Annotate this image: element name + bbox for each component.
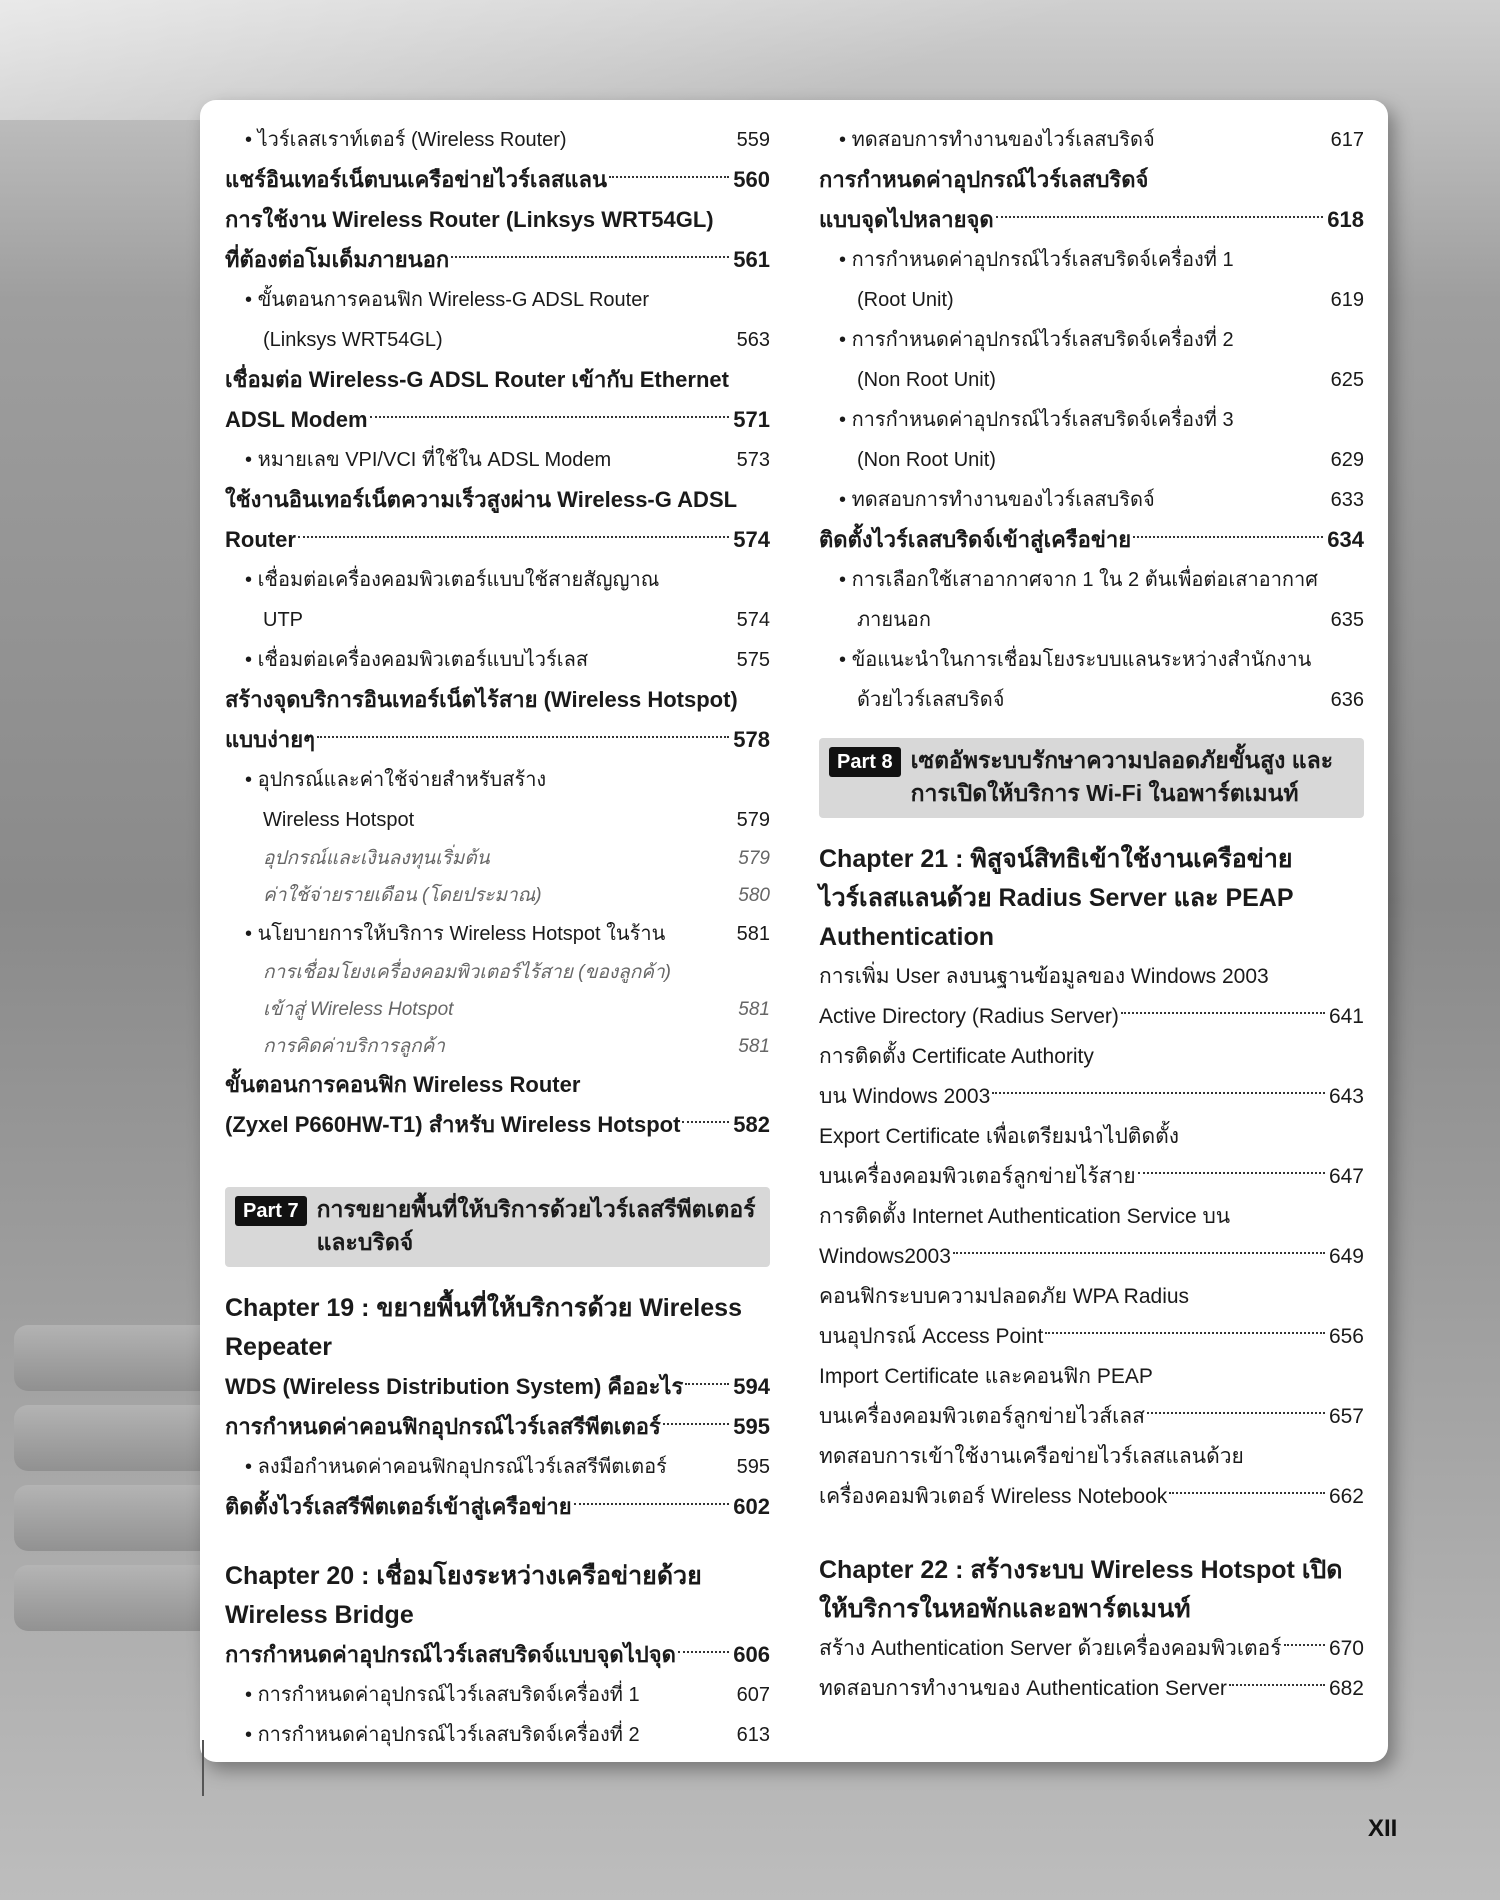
toc-entry	[819, 520, 1364, 560]
toc-entry	[225, 760, 770, 800]
toc-entry-title: Router	[225, 527, 296, 552]
toc-entry	[225, 1065, 770, 1105]
toc-entry	[225, 840, 770, 877]
toc-entry-page: 635	[1330, 609, 1364, 631]
toc-entry-title: (Linksys WRT54GL)	[263, 329, 443, 351]
toc-entry-title: • นโยบายการให้บริการ Wireless Hotspot ในร้าน	[245, 914, 665, 954]
part-title-line: การเปิดให้บริการ Wi-Fi ในอพาร์ตเมนท์	[910, 780, 1299, 806]
toc-entry	[225, 640, 770, 680]
toc-entry	[819, 997, 1364, 1037]
toc-entry-page: 602	[733, 1494, 770, 1519]
chapter-heading	[819, 840, 1364, 957]
chapter-heading-line: ไวร์เลสแลนด้วย Radius Server และ PEAP	[819, 884, 1294, 912]
toc-entry	[819, 1437, 1364, 1477]
toc-entry-title: • หมายเลข VPI/VCI ที่ใช้ใน ADSL Modem	[245, 440, 611, 480]
toc-entry-title: • ทดสอบการทำงานของไวร์เลสบริดจ์	[839, 480, 1155, 520]
part-title-line: การขยายพื้นที่ให้บริการด้วยไวร์เลสรีพีตเตอร์	[316, 1196, 756, 1222]
toc-entry	[819, 440, 1364, 480]
toc-entry-page: 613	[736, 1724, 770, 1746]
toc-entry-page: 636	[1330, 689, 1364, 711]
toc-entry	[225, 800, 770, 840]
toc-entry	[225, 1635, 770, 1675]
toc-entry-title: แบบง่ายๆ	[225, 727, 315, 752]
toc-entry-title: การกำหนดค่าอุปกรณ์ไวร์เลสบริดจ์แบบจุดไปจุด	[225, 1642, 676, 1667]
chapter-heading	[225, 1557, 770, 1635]
dot-leader	[682, 1121, 729, 1123]
toc-entry-title: การกำหนดค่าคอนฟิกอุปกรณ์ไวร์เลสรีพีตเตอร์	[225, 1414, 661, 1439]
background-band	[14, 1565, 224, 1631]
toc-entry	[819, 240, 1364, 280]
toc-entry	[819, 680, 1364, 720]
toc-entry-page: 560	[733, 167, 770, 192]
toc-entry-title: • อุปกรณ์และค่าใช้จ่ายสำหรับสร้าง	[245, 760, 546, 800]
toc-entry-title: • เชื่อมต่อเครื่องคอมพิวเตอร์แบบใช้สายสัญญาณ	[245, 560, 659, 600]
toc-entry	[819, 600, 1364, 640]
toc-entry-list	[819, 120, 1364, 720]
dot-leader	[317, 736, 729, 738]
toc-entry-title: การติดตั้ง Internet Authentication Service บน	[819, 1205, 1231, 1228]
toc-entry-page: 643	[1328, 1085, 1364, 1108]
toc-entry-title: • ทดสอบการทำงานของไวร์เลสบริดจ์	[839, 120, 1155, 160]
dot-leader	[1133, 536, 1323, 538]
toc-entry-title: เข้าสู่ Wireless Hotspot	[263, 999, 454, 1020]
toc-entry-title: การเชื่อมโยงเครื่องคอมพิวเตอร์ไร้สาย (ของลูกค้า)	[263, 962, 671, 983]
toc-entry	[819, 1477, 1364, 1517]
dot-leader	[1138, 1172, 1325, 1174]
toc-entry	[225, 1407, 770, 1447]
toc-entry-title: เชื่อมต่อ Wireless-G ADSL Router เข้ากับ Ethernet	[225, 367, 729, 392]
chapter-heading-line: Chapter 20 : เชื่อมโยงระหว่างเครือข่ายด้วย	[225, 1562, 702, 1590]
toc-entry-page: 579	[736, 809, 770, 831]
toc-entry	[819, 1629, 1364, 1669]
toc-entry-title: บนอุปกรณ์ Access Point	[819, 1325, 1044, 1348]
toc-entry	[819, 280, 1364, 320]
toc-entry-title: ค่าใช้จ่ายรายเดือน (โดยประมาณ)	[263, 885, 542, 906]
toc-entry-page: 559	[736, 129, 770, 151]
page-number: XII	[1368, 1815, 1398, 1842]
toc-entry	[225, 954, 770, 991]
toc-entry	[819, 560, 1364, 600]
part-title	[911, 744, 1333, 810]
toc-entry-title: ติดตั้งไวร์เลสรีพีตเตอร์เข้าสู่เครือข่าย	[225, 1494, 572, 1519]
toc-entry-title: ขั้นตอนการคอนฟิก Wireless Router	[225, 1072, 581, 1097]
toc-entry	[225, 200, 770, 240]
toc-entry-page: 582	[733, 1112, 770, 1137]
toc-column-right	[819, 120, 1364, 1709]
chapter-heading-line: Chapter 22 : สร้างระบบ Wireless Hotspot เปิด	[819, 1556, 1343, 1584]
toc-entry-page: 580	[738, 885, 770, 906]
toc-entry-title: การเพิ่ม User ลงบนฐานข้อมูลของ Windows 2003	[819, 965, 1269, 988]
toc-entry	[819, 1397, 1364, 1437]
toc-entry-title: • ข้อแนะนำในการเชื่อมโยงระบบแลนระหว่างสำนักงาน	[839, 640, 1311, 680]
toc-entry-title: การกำหนดค่าอุปกรณ์ไวร์เลสบริดจ์	[819, 167, 1149, 192]
toc-entry-title: Export Certificate เพื่อเตรียมนำไปติดตั้ง	[819, 1125, 1179, 1148]
toc-entry-page: 581	[738, 999, 770, 1020]
toc-entry-page: 579	[738, 848, 770, 869]
toc-entry-page: 647	[1328, 1165, 1364, 1188]
toc-entry	[819, 360, 1364, 400]
toc-entry	[225, 877, 770, 914]
toc-entry	[819, 1037, 1364, 1077]
toc-entry	[819, 640, 1364, 680]
part-header	[819, 738, 1364, 818]
toc-entry	[819, 957, 1364, 997]
toc-entry-title: • การกำหนดค่าอุปกรณ์ไวร์เลสบริดจ์เครื่องที่ 1	[839, 240, 1234, 280]
toc-entry	[819, 120, 1364, 160]
background-band	[14, 1325, 224, 1391]
toc-entry-title: ทดสอบการเข้าใช้งานเครือข่ายไวร์เลสแลนด้วย	[819, 1445, 1244, 1468]
dot-leader	[685, 1383, 729, 1385]
toc-entry-title: • การเลือกใช้เสาอากาศจาก 1 ใน 2 ต้นเพื่อต่อเสาอากาศ	[839, 560, 1318, 600]
toc-entry-title: ภายนอก	[857, 609, 931, 631]
toc-entry-title: ทดสอบการทำงานของ Authentication Server	[819, 1677, 1227, 1700]
dot-leader	[298, 536, 729, 538]
toc-entry-title: Active Directory (Radius Server)	[819, 1005, 1119, 1028]
dot-leader	[370, 416, 730, 418]
toc-entry-page: 670	[1328, 1637, 1364, 1660]
toc-entry	[819, 1357, 1364, 1397]
toc-entry-list	[819, 1629, 1364, 1709]
toc-entry	[819, 1117, 1364, 1157]
chapter-heading-line: Chapter 21 : พิสูจน์สิทธิเข้าใช้งานเครือข่าย	[819, 845, 1293, 873]
toc-entry	[225, 680, 770, 720]
toc-entry-title: UTP	[263, 609, 303, 631]
toc-entry-page: 595	[736, 1456, 770, 1478]
toc-entry-title: Wireless Hotspot	[263, 809, 415, 831]
toc-entry	[225, 600, 770, 640]
toc-entry	[225, 560, 770, 600]
toc-entry	[225, 1675, 770, 1715]
toc-entry-page: 662	[1328, 1485, 1364, 1508]
toc-entry-page: 563	[736, 329, 770, 351]
toc-entry-title: ใช้งานอินเทอร์เน็ตความเร็วสูงผ่าน Wireless-G ADSL	[225, 487, 738, 512]
toc-entry	[819, 480, 1364, 520]
toc-entry-title: บนเครื่องคอมพิวเตอร์ลูกข่ายไร้สาย	[819, 1165, 1136, 1188]
toc-entry	[819, 160, 1364, 200]
toc-entry	[819, 1277, 1364, 1317]
toc-entry	[225, 240, 770, 280]
toc-entry-title: • ลงมือกำหนดค่าคอนฟิกอุปกรณ์ไวร์เลสรีพีตเตอร์	[245, 1447, 667, 1487]
toc-entry-page: 641	[1328, 1005, 1364, 1028]
toc-entry	[819, 1669, 1364, 1709]
toc-entry-title: WDS (Wireless Distribution System) คืออะไร	[225, 1374, 684, 1399]
dot-leader	[1045, 1332, 1325, 1334]
toc-entry	[225, 914, 770, 954]
toc-page	[200, 100, 1388, 1762]
toc-entry-page: 682	[1328, 1677, 1364, 1700]
toc-entry	[819, 1197, 1364, 1237]
chapter-heading-line: Authentication	[819, 923, 994, 951]
toc-entry-page: 594	[733, 1374, 770, 1399]
toc-entry-title: ติดตั้งไวร์เลสบริดจ์เข้าสู่เครือข่าย	[819, 527, 1132, 552]
toc-entry-title: (Root Unit)	[857, 289, 954, 311]
toc-entry-title: สร้าง Authentication Server ด้วยเครื่องคอมพิวเตอร์	[819, 1637, 1282, 1660]
toc-entry-title: (Non Root Unit)	[857, 369, 996, 391]
toc-entry-page: 578	[733, 727, 770, 752]
toc-entry-title: ADSL Modem	[225, 407, 368, 432]
toc-entry-title: • เชื่อมต่อเครื่องคอมพิวเตอร์แบบไวร์เลส	[245, 640, 588, 680]
toc-entry-page: 574	[733, 527, 770, 552]
toc-entry	[225, 440, 770, 480]
toc-entry	[225, 1447, 770, 1487]
chapter-heading-line: Chapter 19 : ขยายพื้นที่ให้บริการด้วย Wireless	[225, 1294, 742, 1322]
toc-entry-title: • การกำหนดค่าอุปกรณ์ไวร์เลสบริดจ์เครื่องที่ 1	[245, 1675, 640, 1715]
toc-entry-page: 561	[733, 247, 770, 272]
toc-entry	[225, 360, 770, 400]
toc-entry	[225, 1715, 770, 1755]
part-header	[225, 1187, 770, 1267]
toc-entry-page: 618	[1327, 207, 1364, 232]
toc-entry-page: 649	[1328, 1245, 1364, 1268]
toc-entry	[225, 120, 770, 160]
chapter-heading	[819, 1551, 1364, 1629]
toc-entry-page: 619	[1330, 289, 1364, 311]
part-title-line: เซตอัพระบบรักษาความปลอดภัยขั้นสูง และ	[910, 747, 1334, 773]
toc-entry	[225, 1028, 770, 1065]
toc-entry-title: แบบจุดไปหลายจุด	[819, 207, 994, 232]
background-band	[14, 1405, 224, 1471]
toc-entry-page: 575	[736, 649, 770, 671]
part-title-line: และบริดจ์	[316, 1229, 414, 1255]
toc-entry-page: 571	[733, 407, 770, 432]
page-edge-rule	[202, 1740, 204, 1796]
toc-entry-title: บนเครื่องคอมพิวเตอร์ลูกข่ายไวส์เลส	[819, 1405, 1145, 1428]
toc-entry-list	[225, 120, 770, 1145]
toc-entry-title: การใช้งาน Wireless Router (Linksys WRT54GL)	[225, 207, 714, 232]
toc-entry	[225, 720, 770, 760]
chapter-heading	[225, 1289, 770, 1367]
dot-leader	[451, 256, 729, 258]
toc-entry-list	[225, 1367, 770, 1527]
toc-entry	[819, 400, 1364, 440]
dot-leader	[953, 1252, 1325, 1254]
toc-entry-page: 581	[736, 923, 770, 945]
toc-entry-title: ที่ต้องต่อโมเด็มภายนอก	[225, 247, 450, 272]
toc-entry-title: สร้างจุดบริการอินเทอร์เน็ตไร้สาย (Wireless Hotspot)	[225, 687, 738, 712]
toc-entry-page: 656	[1328, 1325, 1364, 1348]
toc-entry	[225, 480, 770, 520]
toc-entry-title: คอนฟิกระบบความปลอดภัย WPA Radius	[819, 1285, 1190, 1308]
toc-entry-page: 581	[738, 1036, 770, 1057]
dot-leader	[992, 1092, 1325, 1094]
toc-entry-title: อุปกรณ์และเงินลงทุนเริ่มต้น	[263, 848, 490, 869]
toc-entry-page: 574	[736, 609, 770, 631]
toc-entry-list	[225, 1635, 770, 1755]
toc-entry	[225, 1487, 770, 1527]
dot-leader	[678, 1651, 729, 1653]
dot-leader	[574, 1503, 730, 1505]
toc-entry-page: 625	[1330, 369, 1364, 391]
dot-leader	[1147, 1412, 1325, 1414]
toc-entry-page: 607	[736, 1684, 770, 1706]
toc-entry-page: 633	[1330, 489, 1364, 511]
toc-entry-page: 595	[733, 1414, 770, 1439]
toc-entry-title: • ไวร์เลสเราท์เตอร์ (Wireless Router)	[245, 120, 567, 160]
dot-leader	[1169, 1492, 1325, 1494]
dot-leader	[1229, 1684, 1325, 1686]
toc-entry-title: (Non Root Unit)	[857, 449, 996, 471]
toc-entry-page: 617	[1330, 129, 1364, 151]
chapter-heading-line: Repeater	[225, 1333, 332, 1361]
toc-entry-page: 657	[1328, 1405, 1364, 1428]
toc-entry-title: แชร์อินเทอร์เน็ตบนเครือข่ายไวร์เลสแลน	[225, 167, 607, 192]
toc-entry-page: 629	[1330, 449, 1364, 471]
toc-entry-title: • การกำหนดค่าอุปกรณ์ไวร์เลสบริดจ์เครื่องที่ 3	[839, 400, 1234, 440]
chapter-heading-line: ให้บริการในหอพักและอพาร์ตเมนท์	[819, 1595, 1191, 1623]
dot-leader	[1284, 1644, 1325, 1646]
toc-entry-page: 606	[733, 1642, 770, 1667]
dot-leader	[609, 176, 729, 178]
part-title	[317, 1193, 756, 1259]
toc-entry-title: • การกำหนดค่าอุปกรณ์ไวร์เลสบริดจ์เครื่องที่ 2	[245, 1715, 640, 1755]
toc-entry	[225, 1367, 770, 1407]
toc-entry	[225, 160, 770, 200]
toc-entry	[225, 991, 770, 1028]
toc-entry	[225, 320, 770, 360]
toc-entry-title: เครื่องคอมพิวเตอร์ Wireless Notebook	[819, 1485, 1168, 1508]
toc-entry	[819, 1157, 1364, 1197]
part-label: Part 7	[235, 1196, 307, 1226]
toc-entry	[819, 1237, 1364, 1277]
toc-entry-title: • การกำหนดค่าอุปกรณ์ไวร์เลสบริดจ์เครื่องที่ 2	[839, 320, 1234, 360]
dot-leader	[663, 1423, 730, 1425]
toc-entry	[819, 1317, 1364, 1357]
toc-entry	[225, 1105, 770, 1145]
toc-entry	[225, 280, 770, 320]
toc-entry	[225, 520, 770, 560]
part-label: Part 8	[829, 747, 901, 777]
toc-entry-page: 573	[736, 449, 770, 471]
toc-entry	[819, 1077, 1364, 1117]
toc-entry-title: การคิดค่าบริการลูกค้า	[263, 1036, 445, 1057]
toc-entry	[819, 200, 1364, 240]
toc-entry-title: • ขั้นตอนการคอนฟิก Wireless-G ADSL Router	[245, 280, 649, 320]
dot-leader	[1121, 1012, 1325, 1014]
toc-entry-title: ด้วยไวร์เลสบริดจ์	[857, 689, 1005, 711]
background-band	[14, 1485, 224, 1551]
toc-column-left	[225, 120, 770, 1755]
toc-entry	[225, 400, 770, 440]
toc-entry-title: Windows2003	[819, 1245, 951, 1268]
toc-entry	[819, 320, 1364, 360]
toc-entry-title: (Zyxel P660HW-T1) สำหรับ Wireless Hotspot	[225, 1112, 681, 1137]
toc-entry-page: 634	[1327, 527, 1364, 552]
dot-leader	[996, 216, 1324, 218]
toc-entry-list	[819, 957, 1364, 1517]
toc-entry-title: บน Windows 2003	[819, 1085, 991, 1108]
toc-entry-title: การติดตั้ง Certificate Authority	[819, 1045, 1094, 1068]
toc-entry-title: Import Certificate และคอนฟิก PEAP	[819, 1365, 1153, 1388]
chapter-heading-line: Wireless Bridge	[225, 1601, 414, 1629]
